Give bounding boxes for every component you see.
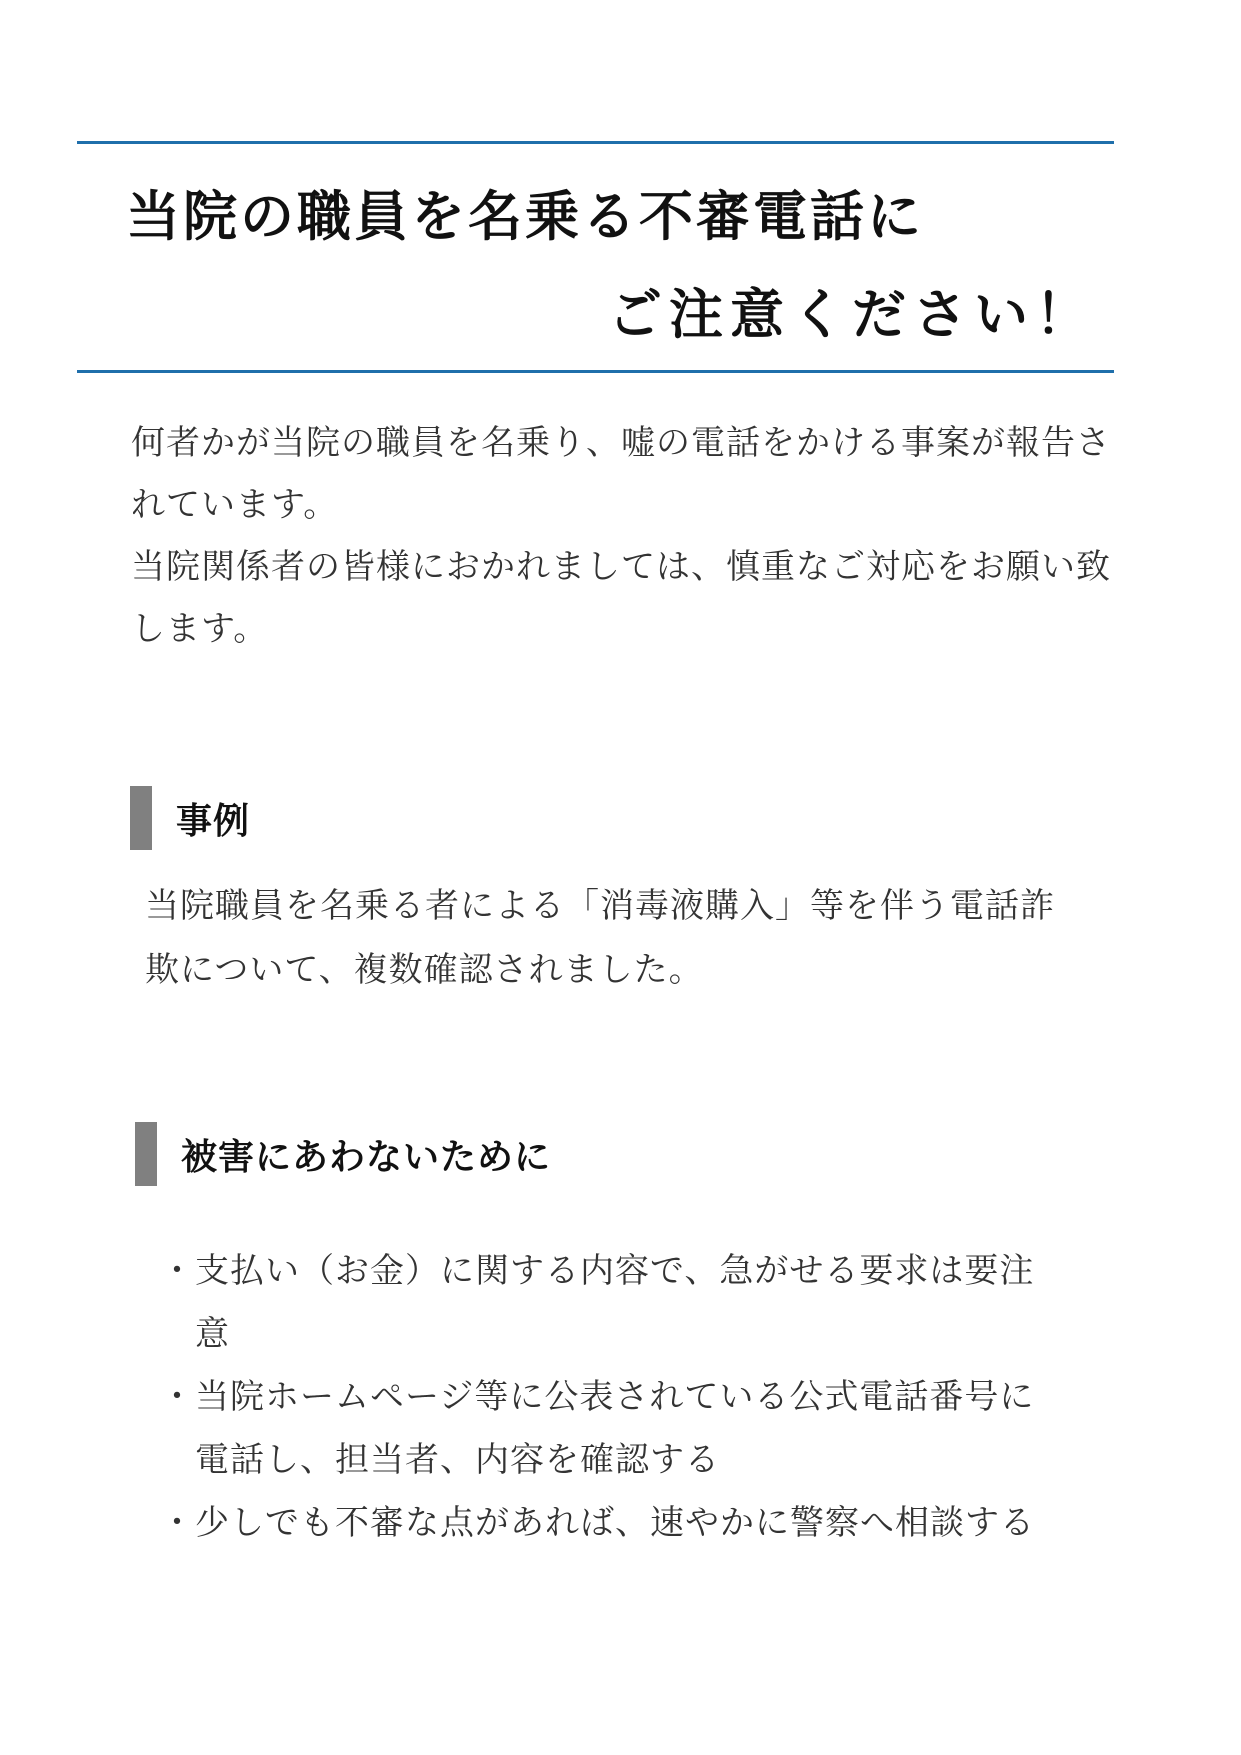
section-marker-bar <box>130 786 152 850</box>
section-marker-bar <box>135 1122 157 1186</box>
intro-paragraph-2: 当院関係者の皆様におかれましては、慎重なご対応をお願い致します。 <box>131 547 1111 649</box>
bullet-mark: ・ <box>160 1377 195 1417</box>
header-bottom-rule <box>77 370 1114 373</box>
list-item <box>160 1492 1040 1555</box>
prevention-heading: 被害にあわないために <box>181 1136 552 1178</box>
list-item <box>160 1366 1040 1492</box>
bullet-mark: ・ <box>160 1251 195 1291</box>
cases-text: 当院職員を名乗る者による「消毒液購入」等を伴う電話詐欺について、複数確認されました。 <box>145 886 1055 990</box>
intro-paragraph-1: 何者かが当院の職員を名乗り、嘘の電話をかける事案が報告されています。 <box>131 423 1111 525</box>
prevention-list <box>160 1240 1040 1555</box>
cases-section-header <box>130 786 250 850</box>
header-top-rule <box>77 141 1114 144</box>
intro-text <box>131 412 1121 660</box>
bullet-mark: ・ <box>160 1503 195 1543</box>
prevention-section-header <box>135 1122 551 1186</box>
list-item <box>160 1240 1040 1366</box>
page-title-line-1: 当院の職員を名乗る不審電話に <box>126 185 924 248</box>
list-item-text: 当院ホームページ等に公表されている公式電話番号に電話し、担当者、内容を確認する <box>195 1377 1035 1480</box>
cases-heading: 事例 <box>176 800 251 842</box>
list-item-text: 少しでも不審な点があれば、速やかに警察へ相談する <box>195 1503 1035 1543</box>
list-item-text: 支払い（お金）に関する内容で、急がせる要求は要注意 <box>195 1251 1035 1354</box>
page-title-line-2: ご注意ください！ <box>608 283 1096 346</box>
